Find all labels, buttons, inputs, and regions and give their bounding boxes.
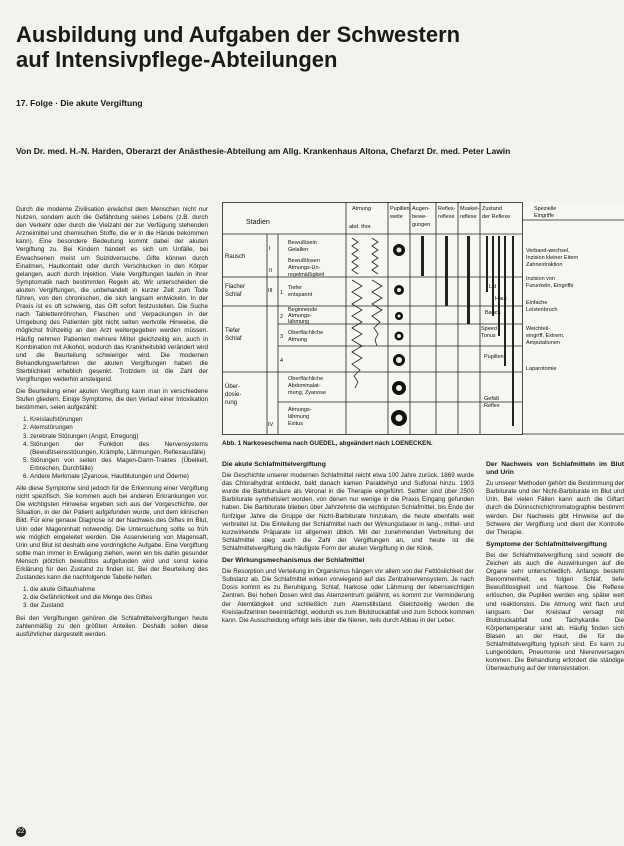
desc: Bewußtsein [288, 240, 317, 246]
reflex-label: Bauch [485, 310, 501, 316]
desc: lähmung [288, 319, 310, 325]
list-item: 2. Atemstörungen [30, 424, 208, 432]
title-line-2: auf Intensivpflege-Abteilungen [16, 47, 338, 72]
header-spezielle: Spezielle [534, 206, 557, 212]
reflex-label: Speed [481, 326, 497, 332]
section-heading: Der Wirkungsmechanismus der Schlafmittel [222, 557, 365, 565]
row-rung: rung [225, 400, 238, 406]
procedure: Inzision von [526, 276, 556, 282]
reflex-label: Gefäß [484, 396, 500, 402]
desc: Gelallen [288, 247, 309, 253]
paragraph: Bei den Vergiftungen gehören die Schlafmittelvergiftungen heute zahlenmäßig zu den größten Anteilen. Deshalb sollen diese ausführlicher dargestellt werden. [16, 614, 208, 638]
text-column-3 [486, 458, 624, 842]
stage-iv: IV [268, 422, 274, 428]
desc: Abdominalat- [288, 383, 321, 389]
desc: Atmungs-Un- [288, 265, 321, 271]
header-atmung: Atmung [352, 206, 371, 212]
plane-2: 2 [280, 314, 284, 320]
page-marker: 22 [17, 829, 25, 835]
desc: entspannt [288, 292, 313, 298]
desc: Beginnende [288, 307, 318, 313]
paragraph: Die Geschichte unserer modernen Schlafmittel reicht etwa 100 Jahre zurück. 1869 wurde das Chloralhydrat entdeckt, bald danach kamen Paraldehyd und Sulfonal hinzu. 1903 wurde die Barbitursäure als Veronal in die Therapie eingeführt. Seither sind über 2500 Barbiturate synthetisiert worden, von denen nur wenige in die Praxis Eingang gefunden haben. Die Barbiturate blieben über Jahrzehnte die wichtigsten Schlafmittel, bis Ende der fünfziger Jahre die Gruppe der Nicht-Barbiturate hinzukam, die heute ebenfalls weit verbreitet ist. Die Einteilung der Schlafmittel nach der Wirkungsdauer in lang-, mittel- und kurzwirkende Präparate ist allgemein üblich. Mit der zunehmenden Verbreitung der Schlafmittel stieg auch die Zahl der Vergiftungen an, und heute ist die Schlafmittelvergiftung die häufigste Form der akuten Vergiftung in der Klinik. [222, 472, 474, 552]
header-pupillen: Pupillen [390, 206, 410, 212]
header-stadien: Stadien [246, 219, 270, 226]
list-item: 3. der Zustand [30, 602, 208, 610]
procedure: Amputationen [526, 340, 560, 346]
text-column-2 [222, 458, 474, 842]
desc: mung, Zyanose [288, 390, 326, 396]
header-atmung-2: abd. thor. [349, 224, 372, 230]
assessment-list [16, 586, 208, 610]
list-item: 2. die Gefährlichkeit und die Menge des Giftes [30, 594, 208, 602]
header-muskel: Muskel- [460, 206, 480, 212]
list-item: 5. Störungen von seiten des Magen-Darm-Traktes (Übelkeit, Erbrechen, Durchfälle) [30, 457, 208, 473]
row-flacher: Flacher [225, 284, 246, 290]
list-item: 4. Störungen der Funktion des Nervensystems (Bewußtseinsstörungen, Krämpfe, Lähmungen, Reflexausfälle) [30, 441, 208, 457]
paragraph: Zu unserer Methoden gehört die Bestimmung der Barbiturate und der Nicht-Barbiturate im Blut und Urin. Bei vielen Fällen kann auch die Giftart durch die Dünnschichtchromatographie bestimmt werden. Der Nachweis gibt Hinweise auf die Schwere der Vergiftung und dient der Kontrolle der Therapie. [486, 480, 624, 536]
row-schlaf: Schlaf [225, 292, 242, 298]
text-column-1 [16, 206, 208, 842]
desc: Oberflächliche [288, 330, 324, 336]
plane-3: 3 [280, 334, 284, 340]
reflex-label: Haut [495, 296, 507, 302]
header-zustand: Zustand [482, 206, 502, 212]
series-heading: 17. Folge · Die akute Vergiftung [16, 98, 143, 108]
header-augen-2: bewe- [412, 214, 427, 220]
desc: Atmungs- [288, 407, 312, 413]
procedure: Zahnextraktion [526, 262, 563, 268]
symptom-list [16, 416, 208, 481]
paragraph: Die Beurteilung einer akuten Vergiftung kann man in verschiedene Stufen gliedern. Einige Symptome, die den Verlauf einer Intoxikation bestimmen, seien aufgezählt: [16, 388, 208, 412]
procedure: Laparotomie [526, 366, 557, 372]
section-heading: Die akute Schlafmittelvergiftung [222, 461, 326, 468]
desc: Tiefer [288, 285, 302, 291]
desc: regelmäßigkeit [288, 272, 325, 278]
procedure: Leistenbruch [526, 307, 558, 313]
desc: Bewußtlosen [288, 258, 320, 264]
section-heading: Der Nachweis von Schlafmitteln im Blut und Urin [486, 461, 624, 477]
desc: Atmungs- [288, 313, 312, 319]
header-augen-3: gungen [412, 222, 431, 228]
list-item: 3. zerebrale Störungen (Angst, Erregung) [30, 433, 208, 441]
reflex-label: Reflex [484, 403, 500, 409]
stage-ii: II [269, 268, 273, 274]
desc: lähmung [288, 414, 310, 420]
stage-iii: III [268, 288, 273, 294]
author-line: Von Dr. med. H.-N. Harden, Oberarzt der Anästhesie-Abteilung am Allg. Krankenhaus Altona, Chefarzt Dr. med. Peter Lawin [16, 146, 511, 156]
reflex-label: Pupillen [484, 354, 504, 360]
row-dosie: dosie- [225, 392, 242, 398]
list-item: 1. Kreislaufstörungen [30, 416, 208, 424]
procedure: Einfache [526, 300, 548, 306]
procedure: Weichteil- [526, 326, 551, 332]
reflex-label: Lid [489, 284, 497, 290]
guedel-scheme-figure [222, 202, 624, 438]
row-tiefer: Tiefer [225, 328, 241, 334]
row-rausch: Rausch [225, 254, 246, 260]
header-zustand-2: der Reflexe [482, 214, 511, 220]
plane-4: 4 [280, 358, 284, 364]
list-item: 1. die akute Giftaufnahme [30, 586, 208, 594]
procedure: Furunkeln, Eingriffe [526, 283, 574, 289]
plane-1: 1 [280, 290, 284, 296]
figure-caption: Abb. 1 Narkoseschema nach GUEDEL, abgeändert nach LOENECKEN. [222, 440, 433, 447]
header-spezielle-2: Eingriffe [534, 213, 555, 219]
row-tiefer-schlaf: Schlaf [225, 336, 242, 342]
procedure: Verband-wechsel, [526, 248, 570, 254]
header-muskel-2: reflexe [460, 214, 477, 220]
header-pupillen-2: weite [390, 214, 403, 220]
desc: Atmung [288, 337, 307, 343]
article-title [16, 22, 616, 72]
desc: Exitus [288, 421, 303, 427]
section-heading: Symptome der Schlafmittelvergiftung [486, 540, 607, 548]
desc: Oberflächliche [288, 376, 324, 382]
paragraph: Durch die moderne Zivilisation erwächst dem Menschen nicht nur Nutzen, sondern auch die Gefährdung seines Lebens (z.B. durch den Verkehr oder durch die Vielzahl der zur Verfügung stehenden Arzneimittel und chemischen Stoffe, die er in die Hände bekommen kann). Eine besondere Bedeutung kommt dabei der akuten Vergiftung zu. Bei Kindern handelt es sich um Unfälle, bei Erwachsenen meist um Suizidversuche. Gifte können durch Einatmen, Hautkontakt oder durch Verschlucken in den Körper gelangen, auch durch Injektion. Viele Vergiftungen laufen in ihrer Symptomatik nach bestimmten Regeln ab. Wir unterscheiden die akuten Vergiftungen, die unbehandelt in kurzer Zeit zum Tode führen, von den chronischen, die sich langsam entwickeln. In der Praxis ist es oft schwierig, das Gift sofort festzustellen. Die Suche nach Tablettenröhrchen, Flaschen und Verpackungen in der Umgebung des Patienten gibt nicht selten wertvolle Hinweise, die möglichst frühzeitig an den Arzt weitergegeben werden müssen. Häufig nehmen Patienten mehrere Mittel gleichzeitig ein, auch in Kombination mit Alkohol, wodurch das Krankheitsbild verändert wird und die Beurteilung schwieriger wird. Die modernen Behandlungsverfahren der akuten Vergiftungen haben die Sterblichkeit erheblich gesenkt. Trotzdem ist die Zahl der Vergiftungen weiterhin ansteigend. [16, 206, 208, 383]
row-uber: Über- [225, 384, 241, 390]
procedure: Inzision kleiner Eitern [526, 255, 579, 261]
title-line-1: Ausbildung und Aufgaben der Schwestern [16, 22, 461, 47]
header-reflex-2: reflexe [438, 214, 455, 220]
header-augen: Augen- [412, 206, 430, 212]
header-reflex: Reflex- [438, 206, 456, 212]
paragraph: Die Resorption und Verteilung im Organismus hängen vor allem von der Fettlöslichkeit der Substanz ab. Die Schlafmittel wirken vorwiegend auf das Zentralnervensystem. Je nach Dosis kommt es zu Beruhigung, Schlaf, Narkose oder Lähmung der lebenswichtigen Zentren. Bei hohen Dosen wird das Atemzentrum gelähmt, es kommt zur Verminderung der Atemtätigkeit und schließlich zum Atemstillstand. Gleichzeitig werden die Kreislaufzentren beeinträchtigt, wodurch es zum Blutdruckabfall und zum Schock kommen kann. Die Ausscheidung erfolgt teils über die Nieren, teils durch Abbau in der Leber. [222, 568, 474, 624]
list-item: 6. Andere Merkmale (Zyanose, Hautblutungen und Ödeme) [30, 473, 208, 481]
paragraph: Alle diese Symptome sind jedoch für die Erkennung einer Vergiftung nicht spezifisch. Sie kommen auch bei anderen Erkrankungen vor. Die wichtigsten Hinweise ergeben sich aus der Vorgeschichte, der Situation, in der der Patient aufgefunden wurde, und dem klinischen Bild. Für eine genaue Diagnose ist der Nachweis des Giftes im Blut, Urin oder Mageninhalt notwendig. Die Untersuchung sollte so früh wie möglich eingeleitet werden. Die Asservierung von Magensaft, Urin und Blut ist deshalb eine vordringliche Aufgabe. Eine Vergiftung sollte man immer in Erwägung ziehen, wenn ein bis dahin gesunder Mensch plötzlich bewußtlos aufgefunden wird und sonst keine Erklärung für den Zustand zu finden ist. Bei der Beurteilung des Zustandes kann die nachfolgende Tabelle helfen. [16, 485, 208, 582]
procedure: eingriff, Extrem. [526, 333, 565, 339]
reflex-label: Tonus [481, 333, 496, 339]
paragraph: Bei der Schlafmittelvergiftung sind sowohl die Zeichen als auch die Auswirkungen auf die Organe sehr unterschiedlich. Anfangs besteht Benommenheit, es folgen Schlaf, tiefe Bewußtlosigkeit und Narkose. Die Reflexe erlöschen, die Pupillen werden eng, später weit und reaktionslos. Die Atmung wird flach und langsam. Der Kreislauf versagt mit Blutdruckabfall und Tachykardie. Die Körpertemperatur sinkt ab. Häufig finden sich Blasen an der Haut, die für die Schlafmittelvergiftung typisch sind. Es kann zu Lungenödem, Pneumonie und Nierenversagen kommen. Die Behandlung erfordert die ständige Überwachung auf der Intensivstation. [486, 551, 624, 673]
stage-i: I [269, 246, 271, 252]
